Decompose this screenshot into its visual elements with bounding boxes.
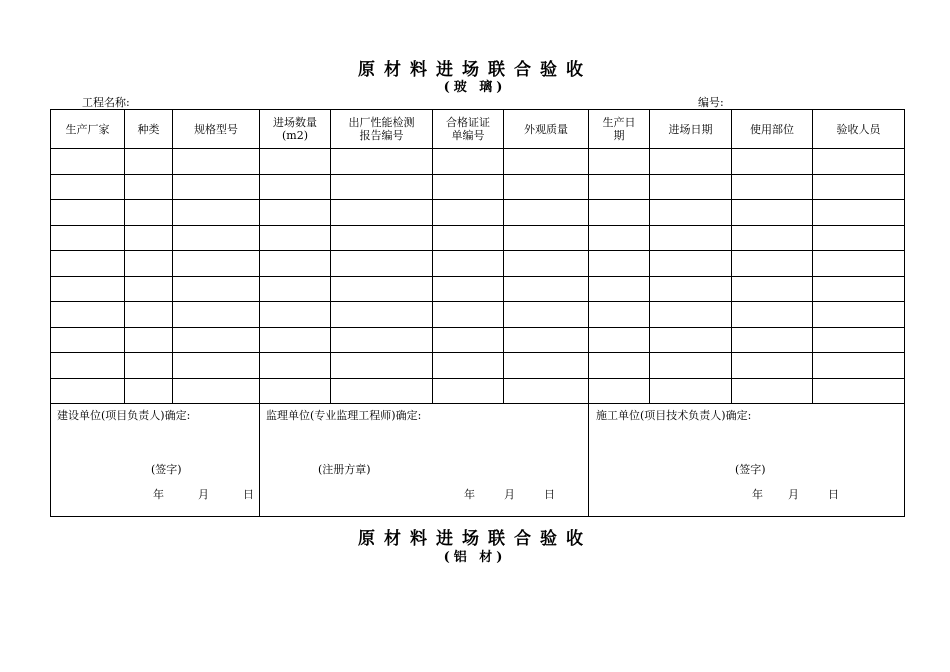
col-header-quantity: 进场数量 (m2) bbox=[260, 110, 331, 149]
table-cell[interactable] bbox=[650, 225, 732, 251]
table-cell[interactable] bbox=[125, 276, 173, 302]
col-header-type: 种类 bbox=[125, 110, 173, 149]
table-row bbox=[51, 200, 905, 226]
table-cell[interactable] bbox=[125, 251, 173, 277]
table-cell[interactable] bbox=[51, 302, 125, 328]
table-cell[interactable] bbox=[260, 276, 331, 302]
col-header-production-date: 生产日 期 bbox=[589, 110, 650, 149]
table-cell[interactable] bbox=[260, 302, 331, 328]
table-cell[interactable] bbox=[51, 378, 125, 404]
table-cell[interactable] bbox=[331, 327, 433, 353]
table-cell[interactable] bbox=[51, 174, 125, 200]
col-header-entry-date: 进场日期 bbox=[650, 110, 732, 149]
table-cell[interactable] bbox=[125, 302, 173, 328]
table-row bbox=[51, 327, 905, 353]
table-cell[interactable] bbox=[125, 327, 173, 353]
day-label: 日 bbox=[243, 488, 254, 501]
table-cell[interactable] bbox=[732, 327, 813, 353]
table-cell[interactable] bbox=[813, 225, 905, 251]
table-cell[interactable] bbox=[173, 251, 260, 277]
col-header-inspector: 验收人员 bbox=[813, 110, 905, 149]
table-cell[interactable] bbox=[732, 225, 813, 251]
second-form-title: 原材料进场联合验收 bbox=[358, 529, 592, 549]
owner-signature-mark: (签字) bbox=[151, 463, 182, 476]
table-cell[interactable] bbox=[504, 302, 589, 328]
table-cell[interactable] bbox=[589, 353, 650, 379]
table-cell[interactable] bbox=[260, 174, 331, 200]
col-header-spec-model: 规格型号 bbox=[173, 110, 260, 149]
table-cell[interactable] bbox=[589, 251, 650, 277]
table-cell[interactable] bbox=[51, 225, 125, 251]
table-cell[interactable] bbox=[331, 149, 433, 175]
table-cell[interactable] bbox=[732, 149, 813, 175]
table-cell[interactable] bbox=[51, 149, 125, 175]
col-header-test-report-no: 出厂性能检测 报告编号 bbox=[331, 110, 433, 149]
header-row bbox=[51, 110, 905, 149]
table-cell[interactable] bbox=[504, 276, 589, 302]
table-cell[interactable] bbox=[331, 276, 433, 302]
table-cell[interactable] bbox=[433, 251, 504, 277]
table-cell[interactable] bbox=[331, 251, 433, 277]
table-cell[interactable] bbox=[433, 225, 504, 251]
form-subtitle: (玻 璃) bbox=[443, 80, 507, 95]
table-cell[interactable] bbox=[504, 378, 589, 404]
table-cell[interactable] bbox=[173, 225, 260, 251]
table-cell[interactable] bbox=[331, 225, 433, 251]
table-cell[interactable] bbox=[173, 276, 260, 302]
table-cell[interactable] bbox=[433, 174, 504, 200]
table-cell[interactable] bbox=[650, 302, 732, 328]
table-cell[interactable] bbox=[504, 353, 589, 379]
table-cell[interactable] bbox=[650, 327, 732, 353]
table-cell[interactable] bbox=[331, 174, 433, 200]
table-cell[interactable] bbox=[589, 174, 650, 200]
col-header-usage-location: 使用部位 bbox=[732, 110, 813, 149]
table-cell[interactable] bbox=[813, 200, 905, 226]
table-cell[interactable] bbox=[732, 251, 813, 277]
table-cell[interactable] bbox=[125, 353, 173, 379]
table-row bbox=[51, 353, 905, 379]
supervisor-signature-cell[interactable] bbox=[260, 404, 589, 517]
table-cell[interactable] bbox=[260, 378, 331, 404]
table-cell[interactable] bbox=[173, 302, 260, 328]
year-label: 年 bbox=[464, 488, 475, 501]
table-cell[interactable] bbox=[51, 251, 125, 277]
table-cell[interactable] bbox=[504, 200, 589, 226]
contractor-signature-date bbox=[752, 488, 839, 501]
supervisor-signature-date bbox=[464, 488, 555, 501]
year-label: 年 bbox=[752, 488, 763, 501]
table-cell[interactable] bbox=[732, 276, 813, 302]
table-cell[interactable] bbox=[813, 149, 905, 175]
table-cell[interactable] bbox=[433, 353, 504, 379]
table-cell[interactable] bbox=[813, 378, 905, 404]
table-cell[interactable] bbox=[260, 327, 331, 353]
table-cell[interactable] bbox=[650, 378, 732, 404]
table-cell[interactable] bbox=[732, 353, 813, 379]
supervisor-signature-mark: (注册方章) bbox=[318, 463, 371, 476]
table-body bbox=[51, 149, 905, 404]
table-cell[interactable] bbox=[813, 251, 905, 277]
table-cell[interactable] bbox=[732, 378, 813, 404]
month-label: 月 bbox=[788, 488, 799, 501]
table-cell[interactable] bbox=[732, 200, 813, 226]
table-cell[interactable] bbox=[125, 200, 173, 226]
table-row bbox=[51, 302, 905, 328]
table-cell[interactable] bbox=[589, 276, 650, 302]
table-cell[interactable] bbox=[125, 378, 173, 404]
form-title: 原材料进场联合验收 bbox=[358, 60, 592, 80]
table-cell[interactable] bbox=[173, 378, 260, 404]
table-cell[interactable] bbox=[589, 378, 650, 404]
number-label: 编号: bbox=[698, 96, 724, 109]
table-cell[interactable] bbox=[504, 251, 589, 277]
supervisor-signature-label: 监理单位(专业监理工程师)确定: bbox=[266, 409, 422, 422]
month-label: 月 bbox=[198, 488, 209, 501]
table-cell[interactable] bbox=[433, 149, 504, 175]
table-row bbox=[51, 378, 905, 404]
table-cell[interactable] bbox=[173, 200, 260, 226]
col-header-appearance: 外观质量 bbox=[504, 110, 589, 149]
table-cell[interactable] bbox=[433, 378, 504, 404]
table-cell[interactable] bbox=[504, 327, 589, 353]
table-row bbox=[51, 149, 905, 175]
project-name-label: 工程名称: bbox=[82, 96, 130, 109]
table-cell[interactable] bbox=[260, 251, 331, 277]
table-cell[interactable] bbox=[125, 174, 173, 200]
table-row bbox=[51, 174, 905, 200]
table-cell[interactable] bbox=[331, 378, 433, 404]
contractor-signature-mark: (签字) bbox=[735, 463, 766, 476]
table-cell[interactable] bbox=[589, 225, 650, 251]
table-row bbox=[51, 251, 905, 277]
acceptance-table bbox=[50, 109, 905, 517]
table-cell[interactable] bbox=[331, 353, 433, 379]
owner-signature-cell[interactable] bbox=[51, 404, 260, 517]
day-label: 日 bbox=[828, 488, 839, 501]
table-cell[interactable] bbox=[813, 302, 905, 328]
table-cell[interactable] bbox=[433, 327, 504, 353]
table-cell[interactable] bbox=[51, 276, 125, 302]
table-cell[interactable] bbox=[650, 251, 732, 277]
contractor-signature-cell[interactable] bbox=[589, 404, 905, 517]
col-header-certificate-no: 合格证证 单编号 bbox=[433, 110, 504, 149]
table-cell[interactable] bbox=[732, 302, 813, 328]
table-cell[interactable] bbox=[813, 353, 905, 379]
table-cell[interactable] bbox=[125, 225, 173, 251]
second-form-subtitle: (铝 材) bbox=[443, 550, 507, 565]
table-cell[interactable] bbox=[173, 353, 260, 379]
table-cell[interactable] bbox=[51, 327, 125, 353]
table-cell[interactable] bbox=[589, 327, 650, 353]
owner-signature-label: 建设单位(项目负责人)确定: bbox=[57, 409, 191, 422]
table-cell[interactable] bbox=[650, 276, 732, 302]
table-cell[interactable] bbox=[173, 327, 260, 353]
table-cell[interactable] bbox=[813, 276, 905, 302]
table-cell[interactable] bbox=[813, 327, 905, 353]
table-cell[interactable] bbox=[589, 149, 650, 175]
table-cell[interactable] bbox=[260, 200, 331, 226]
table-cell[interactable] bbox=[173, 149, 260, 175]
table-cell[interactable] bbox=[51, 200, 125, 226]
table-cell[interactable] bbox=[589, 200, 650, 226]
month-label: 月 bbox=[504, 488, 515, 501]
table-cell[interactable] bbox=[433, 276, 504, 302]
table-cell[interactable] bbox=[504, 174, 589, 200]
table-cell[interactable] bbox=[504, 149, 589, 175]
table-cell[interactable] bbox=[51, 353, 125, 379]
table-cell[interactable] bbox=[260, 225, 331, 251]
table-cell[interactable] bbox=[173, 174, 260, 200]
table-row bbox=[51, 276, 905, 302]
table-cell[interactable] bbox=[504, 225, 589, 251]
table-cell[interactable] bbox=[589, 302, 650, 328]
table-cell[interactable] bbox=[433, 302, 504, 328]
col-header-manufacturer: 生产厂家 bbox=[51, 110, 125, 149]
signature-row bbox=[51, 404, 905, 517]
table-cell[interactable] bbox=[732, 174, 813, 200]
table-cell[interactable] bbox=[331, 200, 433, 226]
table-cell[interactable] bbox=[650, 200, 732, 226]
table-row bbox=[51, 225, 905, 251]
table-cell[interactable] bbox=[650, 149, 732, 175]
table-cell[interactable] bbox=[260, 353, 331, 379]
table-cell[interactable] bbox=[813, 174, 905, 200]
table-cell[interactable] bbox=[331, 302, 433, 328]
contractor-signature-label: 施工单位(项目技术负责人)确定: bbox=[596, 409, 752, 422]
year-label: 年 bbox=[153, 488, 164, 501]
table-cell[interactable] bbox=[433, 200, 504, 226]
owner-signature-date bbox=[153, 488, 254, 501]
table-cell[interactable] bbox=[260, 149, 331, 175]
table-cell[interactable] bbox=[650, 353, 732, 379]
table-cell[interactable] bbox=[650, 174, 732, 200]
day-label: 日 bbox=[544, 488, 555, 501]
table-cell[interactable] bbox=[125, 149, 173, 175]
